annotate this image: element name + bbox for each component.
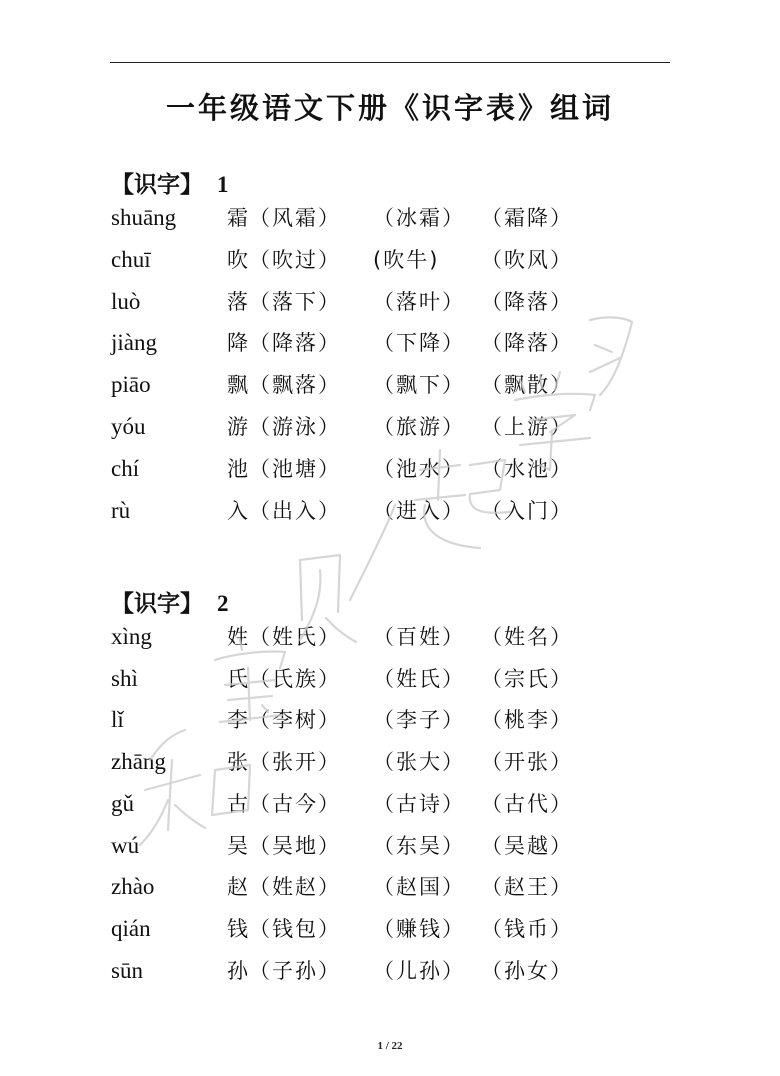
entry-row bbox=[111, 747, 671, 781]
pinyin: yóu bbox=[111, 414, 146, 439]
compound-word: （落下） bbox=[249, 289, 341, 314]
section-number: 1 bbox=[217, 172, 229, 197]
entry-row bbox=[111, 203, 671, 237]
compound-word: （姓赵） bbox=[249, 875, 341, 900]
compound-word: （吴越） bbox=[481, 833, 573, 858]
pinyin: zhào bbox=[111, 874, 155, 900]
compound-word: （飘散） bbox=[481, 373, 573, 398]
hanzi-character: 李 bbox=[227, 708, 250, 733]
compound-word: （古诗） bbox=[373, 791, 465, 816]
compound-word: (吹牛) bbox=[373, 247, 440, 272]
hanzi-character: 赵 bbox=[227, 875, 250, 900]
compound-word: （儿孙） bbox=[373, 958, 465, 983]
compound-word: （赚钱） bbox=[373, 916, 465, 941]
compound-word: （古今） bbox=[249, 791, 341, 816]
entry-row bbox=[111, 412, 671, 446]
compound-word: （飘落） bbox=[249, 373, 341, 398]
entry-row bbox=[111, 872, 671, 906]
pinyin: chuī bbox=[111, 246, 151, 272]
compound-word: （进入） bbox=[373, 498, 465, 523]
entry-row bbox=[111, 245, 671, 279]
compound-word: （出入） bbox=[249, 498, 341, 523]
compound-word: （旅游） bbox=[373, 415, 465, 439]
hanzi-character: 飘 bbox=[227, 373, 250, 398]
hanzi-character: 降 bbox=[227, 331, 250, 356]
entry-row bbox=[111, 287, 671, 321]
compound-word: （张大） bbox=[373, 750, 465, 775]
compound-word: （降落） bbox=[481, 331, 573, 356]
compound-word: （古代） bbox=[481, 791, 573, 816]
page-number: 1 / 22 bbox=[377, 1040, 403, 1052]
pinyin: qián bbox=[111, 915, 151, 941]
section-number: 2 bbox=[217, 591, 229, 616]
compound-word: （池塘） bbox=[249, 456, 341, 481]
compound-word: （子孙） bbox=[249, 958, 341, 983]
hanzi-character: 吴 bbox=[227, 833, 250, 858]
compound-word: （开张） bbox=[481, 750, 573, 775]
hanzi-character: 吹 bbox=[227, 247, 250, 272]
compound-word: （赵国） bbox=[373, 875, 465, 900]
compound-word: （桃李） bbox=[481, 708, 573, 733]
pinyin: rù bbox=[111, 497, 131, 523]
compound-word: （钱币） bbox=[481, 916, 573, 941]
pinyin: shì bbox=[111, 665, 138, 691]
hanzi-character: 姓 bbox=[227, 625, 250, 649]
hanzi-character: 游 bbox=[227, 415, 250, 439]
pinyin: zhāng bbox=[111, 749, 166, 775]
compound-word: （游泳） bbox=[249, 415, 341, 439]
compound-word: （上游） bbox=[481, 415, 573, 439]
compound-word: （姓名） bbox=[481, 625, 573, 649]
page-title: 一年级语文下册《识字表》组词 bbox=[165, 91, 614, 125]
compound-word: （风霜） bbox=[249, 206, 341, 230]
entry-row bbox=[111, 454, 671, 488]
entry-row bbox=[111, 370, 671, 404]
section-heading bbox=[111, 585, 229, 618]
compound-word: （吹风） bbox=[481, 247, 573, 272]
section-heading-label: 【识字】 bbox=[111, 591, 203, 617]
compound-word: （孙女） bbox=[481, 958, 573, 983]
compound-word: （宗氏） bbox=[481, 666, 573, 691]
compound-word: （降落） bbox=[249, 331, 341, 356]
pinyin: sūn bbox=[111, 957, 143, 983]
entry-row bbox=[111, 914, 671, 948]
compound-word: （飘下） bbox=[373, 373, 465, 398]
hanzi-character: 古 bbox=[227, 791, 250, 816]
pinyin: luò bbox=[111, 288, 141, 314]
section-heading bbox=[111, 166, 229, 199]
entry-row bbox=[111, 496, 671, 530]
hanzi-character: 入 bbox=[227, 498, 250, 523]
compound-word: （氏族） bbox=[249, 666, 341, 691]
hanzi-character: 落 bbox=[227, 289, 250, 314]
hanzi-character: 孙 bbox=[227, 958, 250, 983]
compound-word: （钱包） bbox=[249, 916, 341, 941]
compound-word: （降落） bbox=[481, 289, 573, 314]
entry-row bbox=[111, 705, 671, 739]
entry-row bbox=[111, 789, 671, 823]
pinyin: chí bbox=[111, 455, 140, 481]
compound-word: （吴地） bbox=[249, 833, 341, 858]
compound-word: （李子） bbox=[373, 708, 465, 733]
pinyin: wú bbox=[111, 832, 140, 858]
compound-word: （霜降） bbox=[481, 206, 573, 230]
entry-row bbox=[111, 622, 671, 656]
section-heading-label: 【识字】 bbox=[111, 172, 203, 198]
compound-word: （李树） bbox=[249, 708, 341, 733]
hanzi-character: 霜 bbox=[227, 206, 250, 230]
entry-row bbox=[111, 664, 671, 698]
pinyin: jiàng bbox=[111, 330, 157, 356]
compound-word: （姓氏） bbox=[373, 666, 465, 691]
compound-word: （下降） bbox=[373, 331, 465, 356]
entry-row bbox=[111, 956, 671, 990]
compound-word: （赵王） bbox=[481, 875, 573, 900]
hanzi-character: 钱 bbox=[227, 916, 250, 941]
hanzi-character: 池 bbox=[227, 456, 250, 481]
pinyin: lǐ bbox=[111, 707, 124, 733]
compound-word: （吹过） bbox=[249, 247, 341, 272]
compound-word: （水池） bbox=[481, 456, 573, 481]
hanzi-character: 张 bbox=[227, 750, 250, 775]
compound-word: （东吴） bbox=[373, 833, 465, 858]
entry-row bbox=[111, 328, 671, 362]
pinyin: piāo bbox=[111, 372, 151, 398]
compound-word: （落叶） bbox=[373, 289, 465, 314]
compound-word: （姓氏） bbox=[249, 625, 341, 649]
pinyin: xìng bbox=[111, 624, 152, 649]
pinyin: gǔ bbox=[111, 790, 134, 816]
top-rule bbox=[110, 62, 670, 63]
compound-word: （百姓） bbox=[373, 625, 465, 649]
compound-word: （冰霜） bbox=[373, 206, 465, 230]
pinyin: shuāng bbox=[111, 205, 177, 230]
compound-word: （入门） bbox=[481, 498, 573, 523]
entry-row bbox=[111, 831, 671, 865]
compound-word: （池水） bbox=[373, 456, 465, 481]
compound-word: （张开） bbox=[249, 750, 341, 775]
hanzi-character: 氏 bbox=[227, 666, 250, 691]
